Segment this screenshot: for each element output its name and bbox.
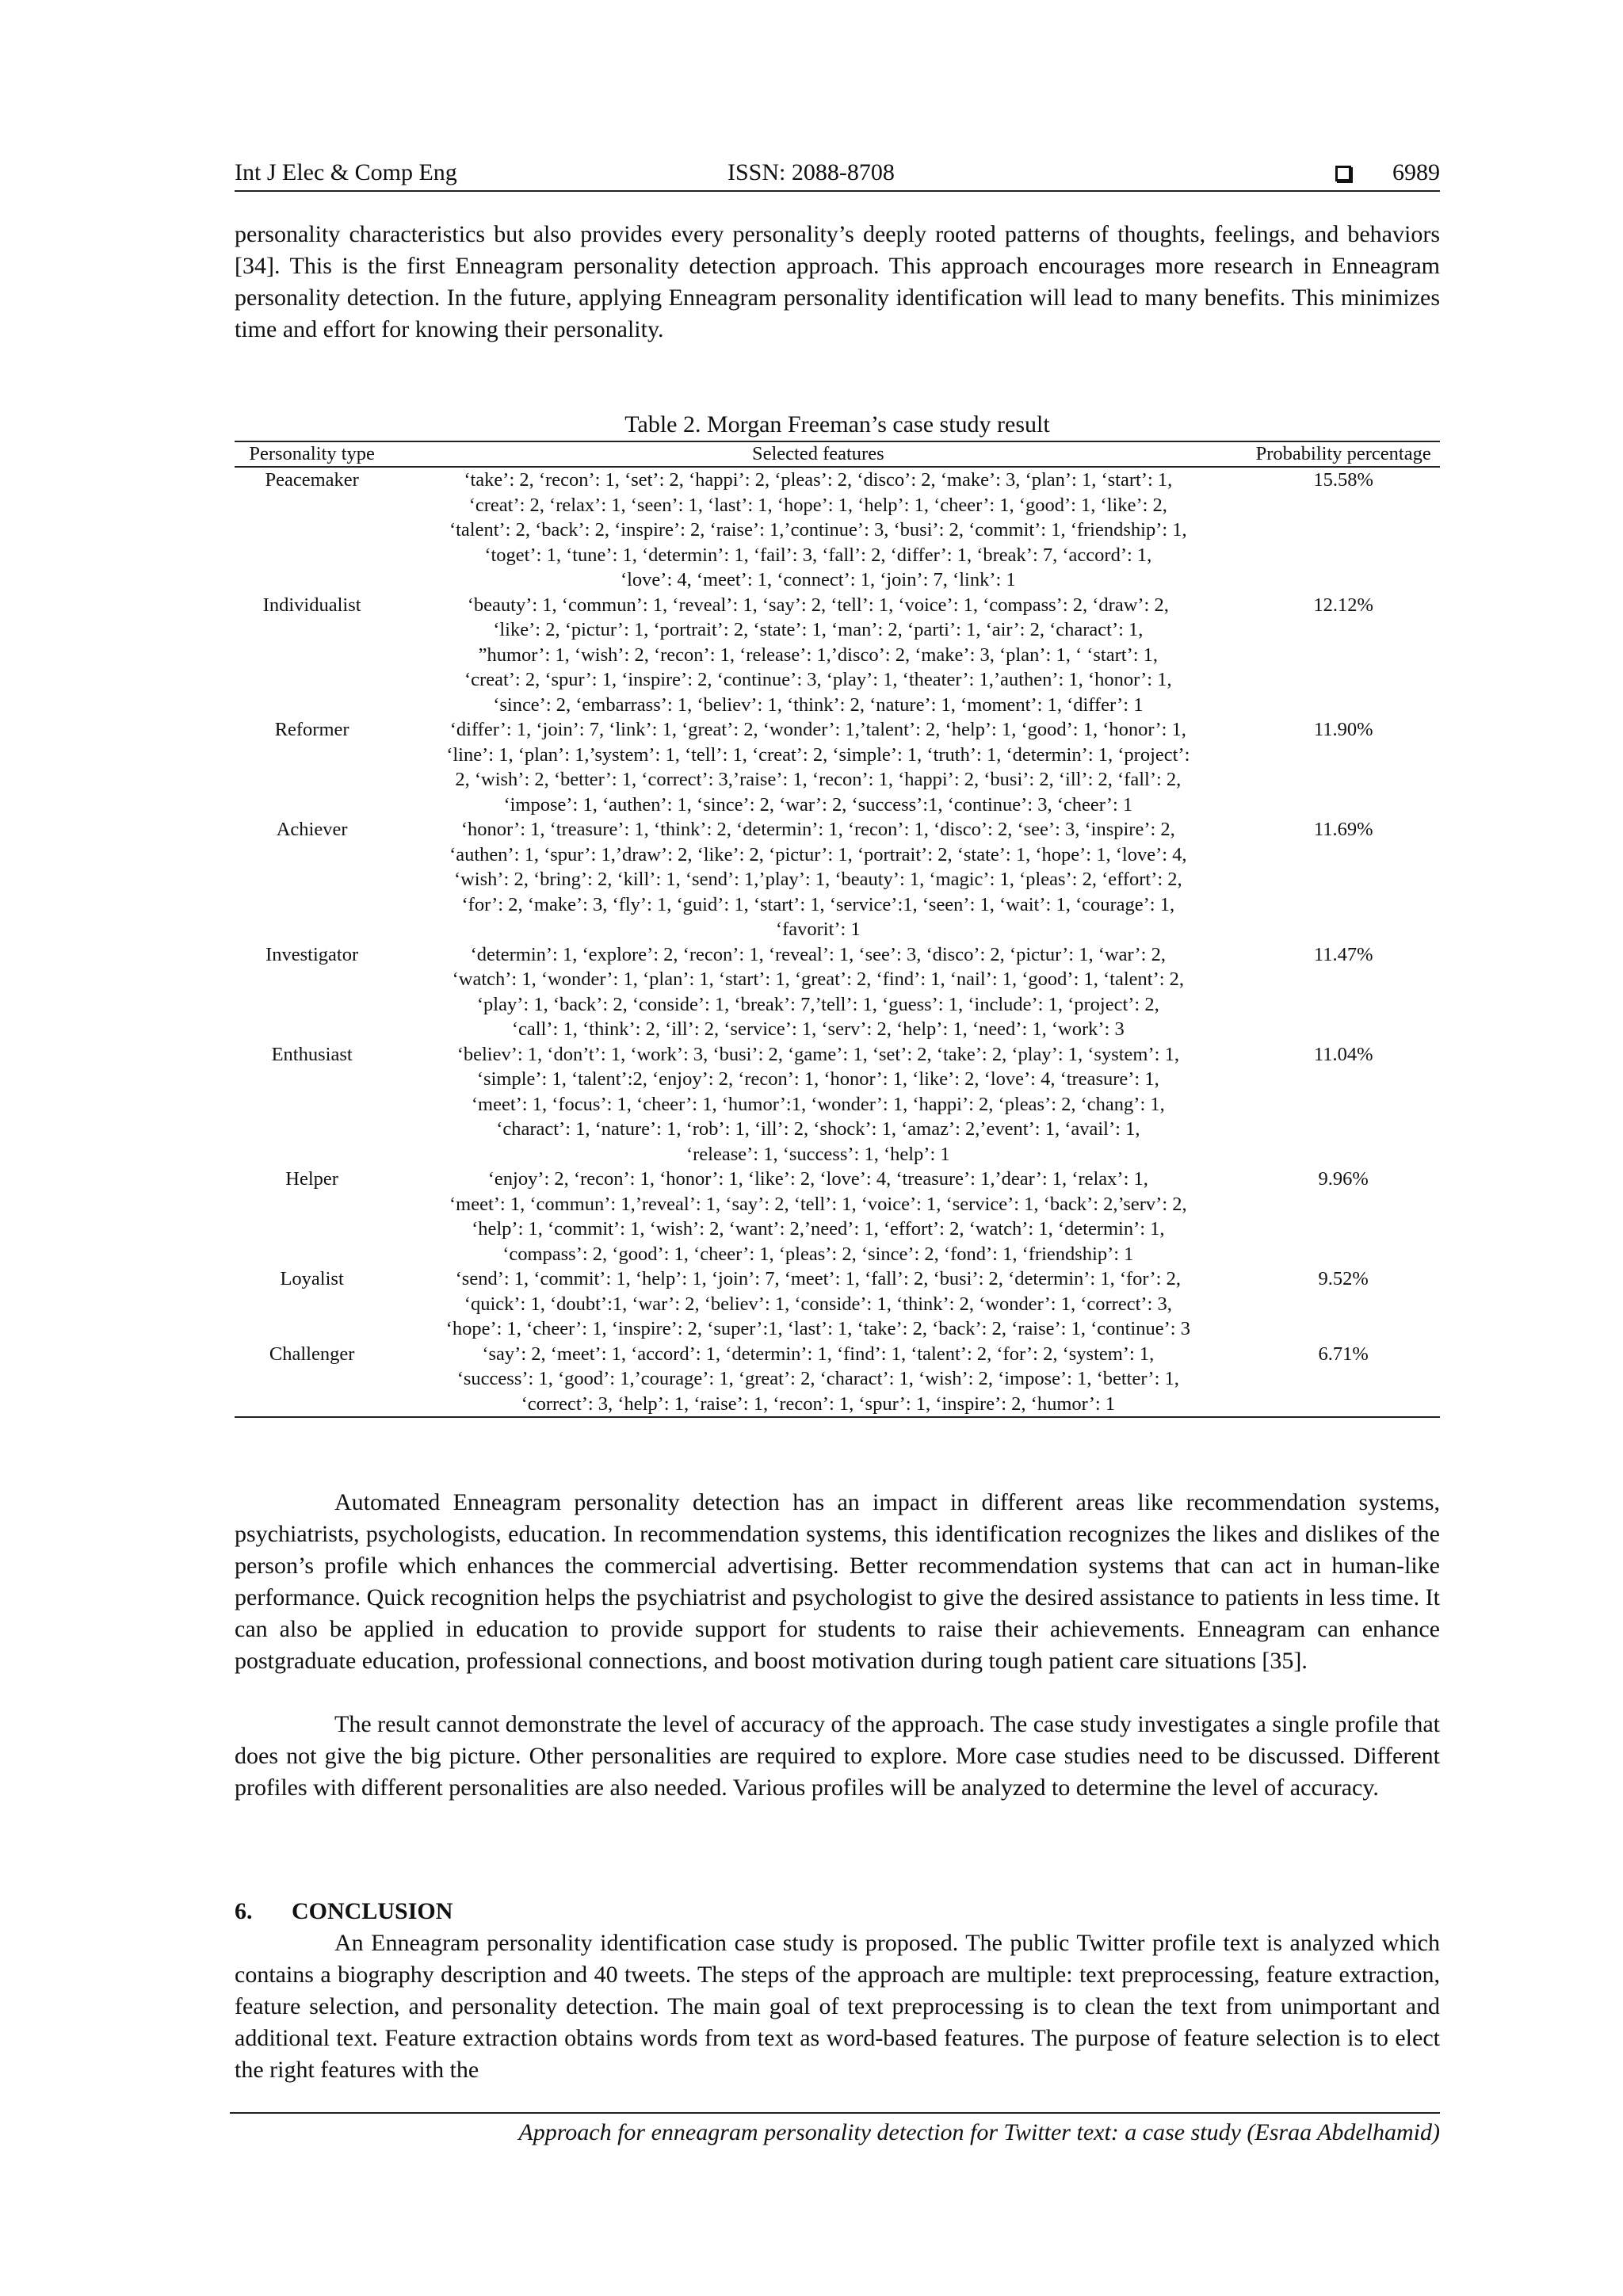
header-probability: Probability percentage xyxy=(1247,441,1440,467)
table-row xyxy=(235,1266,1440,1342)
feature-line: ‘help’: 1, ‘commit’: 1, ‘wish’: 2, ‘want’: 2,’need’: 1, ‘effort’: 2, ‘watch’: 1, ‘determin’: 1, xyxy=(472,1218,1165,1240)
feature-line: ‘authen’: 1, ‘spur’: 1,’draw’: 2, ‘like’: 2, ‘pictur’: 1, ‘portrait’: 2, ‘state’: 1, ‘hope’: 1, ‘love’: 4, xyxy=(449,843,1187,865)
feature-line: ‘beauty’: 1, ‘commun’: 1, ‘reveal’: 1, ‘say’: 2, ‘tell’: 1, ‘voice’: 1, ‘compass’: 2, ‘draw’: 2, xyxy=(467,594,1169,616)
feature-line: ‘differ’: 1, ‘join’: 7, ‘link’: 1, ‘great’: 2, ‘wonder’: 1,’talent’: 2, ‘help’: 1, ‘good’: 1, ‘honor’: 1, xyxy=(449,719,1186,740)
selected-features-cell xyxy=(389,942,1247,1042)
feature-line: ‘play’: 1, ‘back’: 2, ‘conside’: 1, ‘break’: 7,’tell’: 1, ‘guess’: 1, ‘include’: 1, ‘project’: 2, xyxy=(476,993,1159,1015)
probability-cell: 9.52% xyxy=(1318,1268,1369,1289)
page-number-group xyxy=(1335,155,1440,190)
footer-citation: Approach for enneagram personality detection for Twitter text: a case study (Esraa Abdelhamid) xyxy=(518,2119,1440,2145)
intro-paragraph: personality characteristics but also provides every personality’s deeply rooted patterns of thoughts, feelings, and behaviors [34]. This is the first Enneagram personality detection approach. This approach encourages more research in Enneagram personality detection. In the future, applying Enneagram personality identification will lead to many benefits. This minimizes time and effort for knowing their personality. xyxy=(235,221,1440,342)
limitation-paragraph: The result cannot demonstrate the level of accuracy of the approach. The case study investigates a single profile that does not give the big picture. Other personalities are required to explore. More case studies need to be discussed. Different profiles with different personalities are also needed. Various profiles will be analyzed to determine the level of accuracy. xyxy=(235,1711,1440,1801)
feature-line: ‘compass’: 2, ‘good’: 1, ‘cheer’: 1, ‘pleas’: 2, ‘since’: 2, ‘fond’: 1, ‘friendship’: 1 xyxy=(502,1243,1134,1265)
page-number: 6989 xyxy=(1392,159,1440,185)
probability-cell: 6.71% xyxy=(1247,1342,1440,1418)
selected-features-cell xyxy=(389,1042,1247,1167)
personality-type-cell: Loyalist xyxy=(280,1268,344,1289)
feature-line: ‘correct’: 3, ‘help’: 1, ‘raise’: 1, ‘recon’: 1, ‘spur’: 1, ‘inspire’: 2, ‘humor’: 1 xyxy=(521,1392,1116,1415)
feature-line: ‘charact’: 1, ‘nature’: 1, ‘rob’: 1, ‘ill’: 2, ‘shock’: 1, ‘amaz’: 2,’event’: 1, ‘avail’: 1, xyxy=(496,1118,1140,1140)
conclusion-paragraph: An Enneagram personality identification case study is proposed. The public Twitter profile text is analyzed which contains a biography description and 40 tweets. The steps of the approach are multiple: text preprocessing, feature extraction, feature selection, and personality detection. The main goal of text preprocessing is to clean the text from unimportant and additional text. Feature extraction obtains words from text as word-based features. The purpose of feature selection is to elect the right features with the xyxy=(235,1930,1440,2083)
impact-paragraph: Automated Enneagram personality detection has an impact in different areas like recommendation systems, psychiatrists, psychologists, education. In recommendation systems, this identification recognizes the likes and dislikes of the person’s profile which enhances the commercial advertising. Better recommendation systems that can act in human-like performance. Quick recognition helps the psychiatrist and psychologist to give the desired assistance to patients in less time. It can also be applied in education to provide support for students to raise their achievements. Enneagram can enhance postgraduate education, professional connections, and boost motivation during tough patient care situations [35]. xyxy=(235,1489,1440,1674)
feature-line: ‘quick’: 1, ‘doubt’:1, ‘war’: 2, ‘believ’: 1, ‘conside’: 1, ‘think’: 2, ‘wonder’: 1, ‘correct’: 3, xyxy=(464,1293,1172,1315)
issn: ISSN: 2088-8708 xyxy=(727,159,895,185)
table-row xyxy=(235,467,1440,593)
probability-cell: 12.12% xyxy=(1313,594,1373,616)
footer-rule xyxy=(230,2112,1440,2114)
running-header xyxy=(235,155,1440,192)
section-title: CONCLUSION xyxy=(292,1898,453,1924)
feature-line: ‘toget’: 1, ‘tune’: 1, ‘determin’: 1, ‘fail’: 3, ‘fall’: 2, ‘differ’: 1, ‘break’: 7, ‘accord’: 1, xyxy=(484,544,1152,566)
feature-line: ‘simple’: 1, ‘talent’:2, ‘enjoy’: 2, ‘recon’: 1, ‘honor’: 1, ‘like’: 2, ‘love’: 4, ‘treasure’: 1, xyxy=(476,1068,1159,1090)
selected-features-cell xyxy=(389,1266,1247,1342)
feature-line: ‘creat’: 2, ‘spur’: 1, ‘inspire’: 2, ‘continue’: 3, ‘play’: 1, ‘theater’: 1,’authen’: 1, ‘honor’: 1, xyxy=(464,669,1172,690)
table-row xyxy=(235,593,1440,718)
journal-name: Int J Elec & Comp Eng xyxy=(235,159,457,185)
feature-line: ‘love’: 4, ‘meet’: 1, ‘connect’: 1, ‘join’: 7, ‘link’: 1 xyxy=(620,569,1016,590)
feature-line: ‘meet’: 1, ‘focus’: 1, ‘cheer’: 1, ‘humor’:1, ‘wonder’: 1, ‘happi’: 2, ‘pleas’: 2, ‘chang’: 1, xyxy=(471,1093,1165,1115)
feature-line: ‘talent’: 2, ‘back’: 2, ‘inspire’: 2, ‘raise’: 1,’continue’: 3, ‘busi’: 2, ‘commit’: 1, ‘friendship’: 1, xyxy=(449,519,1187,541)
feature-line: ‘enjoy’: 2, ‘recon’: 1, ‘honor’: 1, ‘like’: 2, ‘love’: 4, ‘treasure’: 1,’dear’: 1, ‘relax’: 1, xyxy=(487,1168,1148,1190)
table-caption: Table 2. Morgan Freeman’s case study result xyxy=(624,411,1050,437)
feature-line: ‘hope’: 1, ‘cheer’: 1, ‘inspire’: 2, ‘super’:1, ‘last’: 1, ‘take’: 2, ‘back’: 2, ‘raise’: 1, ‘continue’: 3 xyxy=(445,1318,1190,1339)
probability-cell: 11.69% xyxy=(1313,819,1373,840)
selected-features-cell xyxy=(389,1167,1247,1266)
feature-line: ‘say’: 2, ‘meet’: 1, ‘accord’: 1, ‘determin’: 1, ‘find’: 1, ‘talent’: 2, ‘for’: 2, ‘system’: 1, xyxy=(482,1343,1155,1365)
table-row xyxy=(235,717,1440,817)
table-row xyxy=(235,817,1440,942)
feature-line: ”humor’: 1, ‘wish’: 2, ‘recon’: 1, ‘release’: 1,’disco’: 2, ‘make’: 3, ‘plan’: 1, ‘ ‘start’: 1, xyxy=(478,644,1159,666)
personality-type-cell: Achiever xyxy=(276,819,348,840)
feature-line: ‘wish’: 2, ‘bring’: 2, ‘kill’: 1, ‘send’: 1,’play’: 1, ‘beauty’: 1, ‘magic’: 1, ‘pleas’: 2, ‘effort’: 2, xyxy=(453,869,1182,890)
selected-features-cell xyxy=(389,593,1247,718)
personality-type-cell: Challenger xyxy=(235,1342,389,1418)
table-row xyxy=(235,1167,1440,1266)
results-table xyxy=(235,441,1440,1418)
personality-type-cell: Individualist xyxy=(262,594,361,616)
feature-line: 2, ‘wish’: 2, ‘better’: 1, ‘correct’: 3,’raise’: 1, ‘recon’: 1, ‘happi’: 2, ‘busi’: 2, ‘ill’: 2, ‘fall’: 2, xyxy=(455,769,1182,790)
feature-line: ‘success’: 1, ‘good’: 1,’courage’: 1, ‘great’: 2, ‘charact’: 1, ‘wish’: 2, ‘impose’: 1, ‘better’: 1, xyxy=(456,1368,1179,1389)
selected-features-cell xyxy=(389,717,1247,817)
feature-line: ‘favorit’: 1 xyxy=(775,919,861,940)
feature-line: ‘determin’: 1, ‘explore’: 2, ‘recon’: 1, ‘reveal’: 1, ‘see’: 3, ‘disco’: 2, ‘pictur’: 1, ‘war’: 2, xyxy=(470,943,1166,965)
table-row xyxy=(235,1342,1440,1418)
feature-line: ‘watch’: 1, ‘wonder’: 1, ‘plan’: 1, ‘start’: 1, ‘great’: 2, ‘find’: 1, ‘nail’: 1, ‘good’: 1, ‘talent’: 2, xyxy=(452,968,1185,990)
feature-line: ‘call’: 1, ‘think’: 2, ‘ill’: 2, ‘service’: 1, ‘serv’: 2, ‘help’: 1, ‘need’: 1, ‘work’: 3 xyxy=(511,1018,1125,1040)
feature-line: ‘like’: 2, ‘pictur’: 1, ‘portrait’: 2, ‘state’: 1, ‘man’: 2, ‘parti’: 1, ‘air’: 2, ‘charact’: 1, xyxy=(493,619,1144,640)
square-box-icon xyxy=(1335,166,1351,181)
personality-type-cell: Peacemaker xyxy=(265,469,359,491)
probability-cell: 15.58% xyxy=(1313,469,1373,491)
selected-features-cell xyxy=(389,1342,1247,1418)
feature-line: ‘honor’: 1, ‘treasure’: 1, ‘think’: 2, ‘determin’: 1, ‘recon’: 1, ‘disco’: 2, ‘see’: 3, ‘inspire’: 2, xyxy=(460,819,1175,840)
selected-features-cell xyxy=(389,467,1247,593)
selected-features-cell xyxy=(389,817,1247,942)
feature-line: ‘creat’: 2, ‘relax’: 1, ‘seen’: 1, ‘last’: 1, ‘hope’: 1, ‘help’: 1, ‘cheer’: 1, ‘good’: 1, ‘like’: 2, xyxy=(468,494,1167,516)
header-personality-type: Personality type xyxy=(235,441,389,467)
section-number: 6. xyxy=(235,1898,253,1924)
probability-cell: 9.96% xyxy=(1318,1168,1369,1190)
header-selected-features: Selected features xyxy=(389,441,1247,467)
personality-type-cell: Helper xyxy=(285,1168,338,1190)
personality-type-cell: Investigator xyxy=(265,943,359,965)
probability-cell: 11.04% xyxy=(1313,1043,1373,1065)
table-body xyxy=(235,467,1440,1417)
feature-line: ‘take’: 2, ‘recon’: 1, ‘set’: 2, ‘happi’: 2, ‘pleas’: 2, ‘disco’: 2, ‘make’: 3, ‘plan’: 1, ‘start’: 1, xyxy=(464,469,1173,491)
table-header-row xyxy=(235,441,1440,467)
probability-cell: 11.47% xyxy=(1313,943,1373,965)
feature-line: ‘impose’: 1, ‘authen’: 1, ‘since’: 2, ‘war’: 2, ‘success’:1, ‘continue’: 3, ‘cheer’: 1 xyxy=(503,793,1133,816)
personality-type-cell: Enthusiast xyxy=(271,1043,353,1065)
table-row xyxy=(235,1042,1440,1167)
section-heading xyxy=(235,1896,453,1927)
feature-line: ‘since’: 2, ‘embarrass’: 1, ‘believ’: 1, ‘think’: 2, ‘nature’: 1, ‘moment’: 1, ‘differ’: 1 xyxy=(493,693,1144,716)
feature-line: ‘line’: 1, ‘plan’: 1,’system’: 1, ‘tell’: 1, ‘creat’: 2, ‘simple’: 1, ‘truth’: 1, ‘determin’: 1, ‘project’: xyxy=(446,743,1190,766)
feature-line: ‘send’: 1, ‘commit’: 1, ‘help’: 1, ‘join’: 7, ‘meet’: 1, ‘fall’: 2, ‘busi’: 2, ‘determin’: 1, ‘for’: 2, xyxy=(455,1268,1181,1289)
feature-line: ‘release’: 1, ‘success’: 1, ‘help’: 1 xyxy=(685,1143,950,1165)
probability-cell: 11.90% xyxy=(1313,719,1373,740)
feature-line: ‘believ’: 1, ‘don’t’: 1, ‘work’: 3, ‘busi’: 2, ‘game’: 1, ‘set’: 2, ‘take’: 2, ‘play’: 1, ‘system’: 1, xyxy=(456,1043,1179,1065)
personality-type-cell: Reformer xyxy=(274,719,349,740)
feature-line: ‘meet’: 1, ‘commun’: 1,’reveal’: 1, ‘say’: 2, ‘tell’: 1, ‘voice’: 1, ‘service’: 1, ‘back’: 2,’serv’: 2, xyxy=(449,1193,1187,1215)
table-row xyxy=(235,942,1440,1042)
feature-line: ‘for’: 2, ‘make’: 3, ‘fly’: 1, ‘guid’: 1, ‘start’: 1, ‘service’:1, ‘seen’: 1, ‘wait’: 1, ‘courage’: 1, xyxy=(461,893,1175,915)
